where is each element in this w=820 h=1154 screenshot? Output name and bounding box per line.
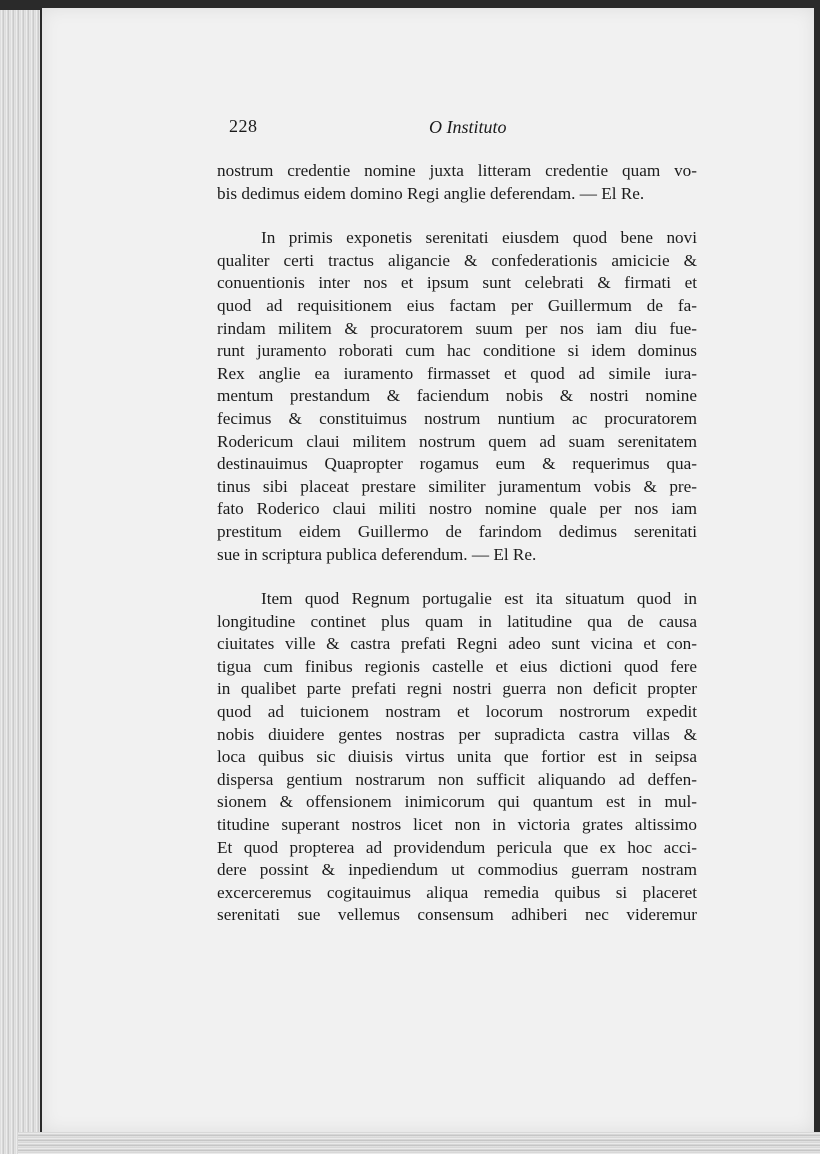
text-line: Item quod Regnum portugalie est ita situatum quod in <box>261 589 697 609</box>
text-line: Et quod propterea ad providendum pericula que ex hoc acci- <box>217 837 697 857</box>
page-header <box>229 116 699 146</box>
paragraph <box>217 227 697 566</box>
text-line: Rex anglie ea iuramento firmasset et quod ad simile iura- <box>217 363 697 383</box>
text-line: quod ad tuicionem nostram et locorum nostrorum expedit <box>217 702 697 722</box>
paragraph <box>217 160 697 205</box>
text-line: rindam militem & procuratorem suum per nos iam diu fue- <box>217 318 697 338</box>
text-line: sionem & offensionem inimicorum qui quantum est in mul- <box>217 792 697 812</box>
text-line: serenitati sue vellemus consensum adhiberi nec videremur <box>217 905 697 925</box>
text-line: titudine superant nostros licet non in victoria grates altissimo <box>217 815 697 835</box>
running-title: O Instituto <box>429 117 507 137</box>
text-line: qualiter certi tractus aligancie & confederationis amicicie & <box>217 250 697 270</box>
text-line: bis dedimus eidem domino Regi anglie deferendam. — El Re. <box>217 183 645 203</box>
body-text <box>217 160 697 927</box>
text-line: Rodericum claui militem nostrum quem ad suam serenitatem <box>217 431 697 451</box>
page-number: 228 <box>229 116 258 136</box>
text-line: conuentionis inter nos et ipsum sunt celebrati & firmati et <box>217 273 697 293</box>
paragraph <box>217 588 697 927</box>
text-line: ciuitates ville & castra prefati Regni adeo sunt vicina et con- <box>217 634 697 654</box>
text-line: in qualibet parte prefati regni nostri guerra non deficit propter <box>217 679 697 699</box>
text-line: prestitum eidem Guillermo de farindom dedimus serenitati <box>217 521 697 541</box>
book-page <box>42 8 814 1132</box>
text-line: quod ad requisitionem eius factam per Guillermum de fa- <box>217 295 697 315</box>
text-line: mentum prestandum & faciendum nobis & nostri nomine <box>217 386 697 406</box>
text-line: nobis diuidere gentes nostras per supradicta castra villas & <box>217 724 697 744</box>
text-line: excerceremus cogitauimus aliqua remedia quibus si placeret <box>217 882 697 902</box>
text-line: fato Roderico claui militi nostro nomine quale per nos iam <box>217 499 697 519</box>
text-line: dere possint & inpediendum ut commodius guerram nostram <box>217 860 697 880</box>
text-line: dispersa gentium nostrarum non sufficit aliquando ad deffen- <box>217 769 697 789</box>
text-line: tigua cum finibus regionis castelle et eius dictioni quod fere <box>217 656 697 676</box>
text-line: runt juramento roborati cum hac conditione si idem dominus <box>217 341 697 361</box>
page-edges-bottom <box>18 1132 820 1154</box>
text-line: nostrum credentie nomine juxta litteram credentie quam vo- <box>217 161 697 180</box>
text-line: destinauimus Quapropter rogamus eum & requerimus qua- <box>217 454 697 474</box>
text-line: sue in scriptura publica deferendum. — El Re. <box>217 544 537 564</box>
page-edges-left <box>0 10 40 1154</box>
text-line: longitudine continet plus quam in latitudine qua de causa <box>217 611 697 631</box>
text-line: loca quibus sic diuisis virtus unita que fortior est in seipsa <box>217 747 697 767</box>
text-line: In primis exponetis serenitati eiusdem quod bene novi <box>261 228 697 248</box>
text-line: fecimus & constituimus nostrum nuntium ac procuratorem <box>217 408 697 428</box>
text-line: tinus sibi placeat prestare similiter juramentum vobis & pre- <box>217 476 697 496</box>
